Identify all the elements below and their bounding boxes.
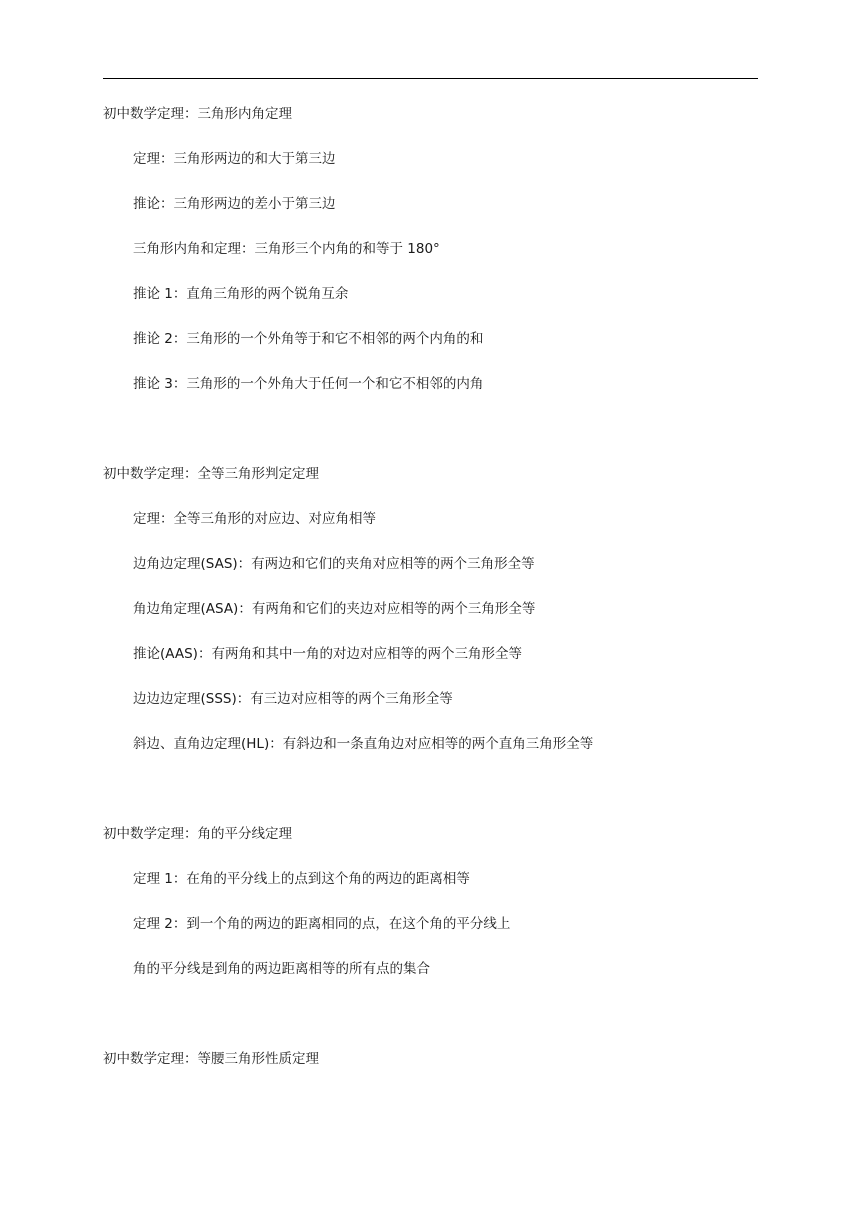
theorem-line: 推论 1：直角三角形的两个锐角互余	[133, 286, 349, 302]
theorem-line: 定理：三角形两边的和大于第三边	[133, 151, 336, 167]
theorem-line: 角边角定理(ASA)：有两角和它们的夹边对应相等的两个三角形全等	[133, 601, 536, 617]
theorem-line: 定理 1：在角的平分线上的点到这个角的两边的距离相等	[133, 871, 470, 887]
theorem-line: 推论 2：三角形的一个外角等于和它不相邻的两个内角的和	[133, 331, 484, 347]
section-heading: 初中数学定理：角的平分线定理	[103, 826, 292, 842]
section-heading: 初中数学定理：全等三角形判定定理	[103, 466, 319, 482]
theorem-line: 角的平分线是到角的两边距离相等的所有点的集合	[133, 961, 430, 977]
theorem-line: 边角边定理(SAS)：有两边和它们的夹角对应相等的两个三角形全等	[133, 556, 535, 572]
theorem-line: 推论 3：三角形的一个外角大于任何一个和它不相邻的内角	[133, 376, 484, 392]
theorem-line: 边边边定理(SSS)：有三边对应相等的两个三角形全等	[133, 691, 453, 707]
section-heading: 初中数学定理：三角形内角定理	[103, 106, 292, 122]
theorem-line: 三角形内角和定理：三角形三个内角的和等于 180°	[133, 241, 440, 257]
theorem-line: 推论(AAS)：有两角和其中一角的对边对应相等的两个三角形全等	[133, 646, 522, 662]
section-heading: 初中数学定理：等腰三角形性质定理	[103, 1051, 319, 1067]
theorem-line: 定理：全等三角形的对应边、对应角相等	[133, 511, 376, 527]
theorem-line: 斜边、直角边定理(HL)：有斜边和一条直角边对应相等的两个直角三角形全等	[133, 736, 594, 752]
theorem-line: 推论：三角形两边的差小于第三边	[133, 196, 336, 212]
theorem-line: 定理 2：到一个角的两边的距离相同的点，在这个角的平分线上	[133, 916, 511, 932]
